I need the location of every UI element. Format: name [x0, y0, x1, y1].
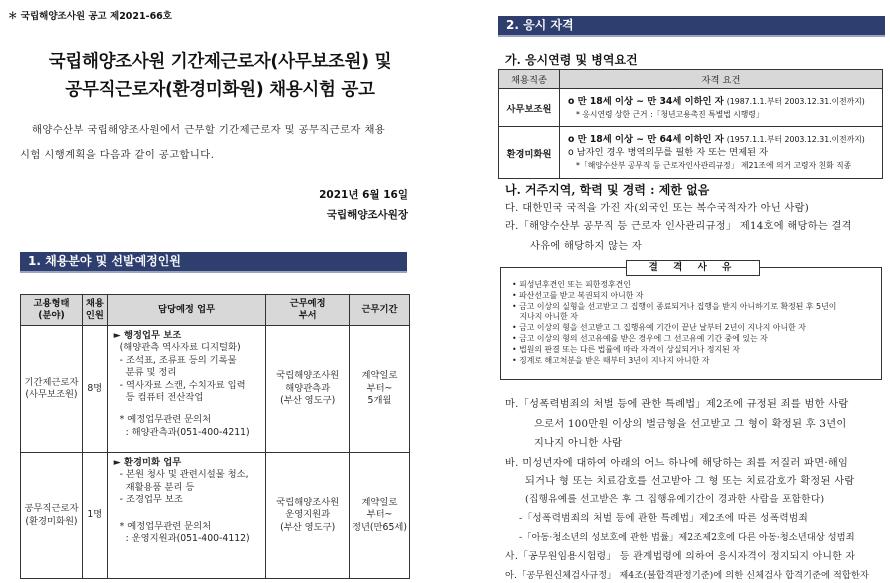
item-ba-line2: 되거나 형 또는 치료감호를 선고받아 그 형 또는 치료감호가 확정된 사람	[525, 476, 855, 487]
duty-line: - 조석표, 조류표 등의 기록물	[119, 354, 237, 366]
req-note: * 응시연령 상한 근거 :「청년고용촉진 특별법 시행령」	[576, 109, 764, 119]
row-dept	[266, 453, 350, 579]
col-header-count-text: 채용 인원	[85, 298, 104, 321]
recruitment-table	[20, 294, 410, 579]
row-period	[349, 453, 409, 579]
req-cell	[560, 89, 883, 127]
req-note: *「해양수산부 공무직 등 근로자인사관리규정」 제21조에 의거 고령자 친화 직종	[576, 161, 852, 170]
req-main2: o 남자인 경우 병역의무를 필한 자 또는 면제된 자	[568, 147, 768, 158]
table-row	[499, 89, 883, 127]
req-col-header-req	[560, 70, 883, 89]
row-dept-text: 국립해양조사원 운영지원과 (부산 영도구)	[276, 496, 340, 533]
section2-underline	[498, 35, 885, 37]
row-count-text: 8명	[87, 382, 103, 394]
col-header-duty-text: 담당예정 업무	[157, 304, 216, 315]
req-main: o 만 18세 이상 ~ 만 64세 이하인 자	[568, 134, 724, 145]
req-label-text: 환경미화원	[506, 148, 552, 160]
req-label	[499, 127, 560, 179]
duty-title: ► 행정업무 보조	[113, 330, 182, 341]
row-duty	[107, 326, 266, 453]
section2-title: 2. 응시 자격	[498, 16, 885, 35]
item-ra-line2: 사유에 해당하지 않는 자	[530, 241, 643, 252]
row-period-text: 계약일로 부터~ 5개월	[361, 370, 398, 407]
req-main-note: (1987.1.1.부터 2003.12.31.이전까지)	[726, 96, 865, 106]
col-header-type	[21, 295, 83, 326]
list-item: • 금고 이상의 실형을 선고받고 그 집행이 종료되거나 집행을 받지 아니하기로 확정된 후 5년이	[512, 301, 837, 311]
item-a: 아.「공무원신체검사규정」 제4조(불합격판정기준)에 의한 신체검사 합격기준에 적합한자	[505, 570, 869, 581]
sub-heading-na: 나. 거주지역, 학력 및 경력 : 제한 없음	[505, 183, 710, 197]
row-period	[349, 326, 409, 453]
disqualification-list	[512, 280, 836, 366]
row-dept	[266, 326, 350, 453]
contact-line: : 운영지원과(051-400-4112)	[119, 533, 250, 545]
col-header-type-text: 고용형태 (분야)	[33, 298, 70, 321]
item-dash2: -「아동·청소년의 성보호에 관한 법률」제2조제2호에 다른 아동·청소년대상 성범죄	[519, 532, 855, 543]
row-type	[21, 453, 83, 579]
req-cell	[560, 127, 883, 179]
section1-header	[20, 252, 407, 273]
page-title-line1: 국립해양조사원 기간제근로자(사무보조원) 및	[48, 52, 392, 72]
list-item: • 금고 이상의 형을 선고받고 그 집행유예 기간이 끝난 날부터 2년이 지나지 아니한 자	[512, 323, 806, 333]
contact-line: : 해양관측과(051-400-4211)	[119, 426, 250, 438]
item-ra-line1: 라.「해양수산부 공무직 등 근로자 인사관리규정」 제14호에 해당하는 결격	[505, 221, 852, 232]
duty-line: (해양관측 역사자료 디지털화)	[119, 342, 241, 354]
list-item: • 파산선고를 받고 복권되지 아니한 자	[512, 290, 644, 300]
row-type-text: 공무직근로자 (환경미화원)	[24, 503, 79, 527]
row-count	[82, 326, 107, 453]
row-type	[21, 326, 83, 453]
row-type-text: 기간제근로자 (사무보조원)	[24, 376, 79, 400]
row-count-text: 1명	[87, 509, 103, 521]
duty-title: ► 환경미화 업무	[113, 457, 182, 468]
section1-title: 1. 채용분야 및 선발예정인원	[20, 252, 407, 271]
table-row	[499, 127, 883, 179]
notice-number: ＊ 국립해양조사원 공고 제2021-66호	[8, 11, 172, 22]
req-col-header-type-text: 채용직종	[511, 75, 547, 86]
table-row	[21, 326, 410, 453]
col-header-period	[349, 295, 409, 326]
item-ma-line2: 으로서 100만원 이상의 벌금형을 선고받고 그 형이 확정된 후 3년이	[534, 419, 847, 430]
list-item: 지나지 아니한 자	[512, 312, 578, 322]
item-sa: 사.「공무원임용시험령」 등 관계법령에 의하여 응시자격이 정지되지 아니한 자	[505, 551, 856, 562]
disqualification-title: 결 격 사 유	[626, 260, 760, 276]
item-ma-line1: 마.「성폭력범죄의 처벌 등에 관한 특례법」제2조에 규정된 죄를 범한 사람	[505, 399, 849, 410]
col-header-dept-text: 근무예정 부서	[289, 298, 326, 321]
list-item: • 징계로 해고처분을 받은 때부터 3년이 지나지 아니한 자	[512, 355, 710, 365]
req-col-header-type	[499, 70, 560, 89]
item-ma-line3: 지나지 아니한 사람	[534, 438, 623, 449]
row-count	[82, 453, 107, 579]
section1-underline	[20, 271, 407, 273]
req-main: o 만 18세 이상 ~ 만 34세 이하인 자	[568, 95, 724, 107]
row-duty	[107, 453, 266, 579]
section2-header	[498, 16, 885, 37]
requirements-table	[498, 69, 883, 179]
list-item: • 피성년후견인 또는 피한정후견인	[512, 280, 631, 289]
intro-line1: 해양수산부 국립해양조사원에서 근무할 기간제근로자 및 공무직근로자 채용	[32, 124, 386, 136]
duty-line: 재활용품 분리 등	[119, 481, 195, 493]
duty-line: - 조경업무 보조	[119, 494, 183, 506]
notice-issuer: 국립해양조사원장	[326, 209, 408, 221]
list-item: • 금고 이상의 형의 선고유예를 받은 경우에 그 선고유예 기간 중에 있는 자	[512, 333, 768, 343]
req-col-header-req-text: 자격 요건	[701, 75, 741, 86]
row-dept-text: 국립해양조사원 해양관측과 (부산 영도구)	[276, 370, 340, 407]
duty-line: 등 컴퓨터 전산작업	[119, 392, 204, 404]
col-header-duty	[107, 295, 266, 326]
intro-line2: 시험 시행계획을 다음과 같이 공고합니다.	[20, 149, 215, 161]
req-label	[499, 89, 560, 127]
item-ba-line1: 바. 미성년자에 대하여 아래의 어느 하나에 해당하는 죄를 저질러 파면·해임	[505, 458, 849, 469]
col-header-count	[82, 295, 107, 326]
item-da: 다. 대한민국 국적을 가진 자(외국인 또는 복수국적자가 아닌 사람)	[505, 203, 810, 214]
contact-line: * 예정업무관련 문의처	[119, 520, 212, 532]
duty-line: 분류 및 정리	[119, 367, 177, 379]
sub-heading-ga: 가. 응시연령 및 병역요건	[505, 53, 638, 67]
item-ba-line3: (집행유예를 선고받은 후 그 집행유예기간이 경과한 사람을 포함한다)	[525, 494, 825, 505]
page-title-line2: 공무직근로자(환경미화원) 채용시험 공고	[65, 80, 375, 100]
notice-date: 2021년 6월 16일	[319, 189, 408, 201]
list-item: • 법원의 판결 또는 다른 법률에 따라 자격이 상실되거나 정지된 자	[512, 344, 740, 354]
item-dash1: -「성폭력범죄의 처벌 등에 관한 특례법」제2조에 따른 성폭력범죄	[519, 513, 809, 524]
req-main-note: (1957.1.1.부터 2003.12.31.이전까지)	[726, 135, 865, 144]
contact-line: * 예정업무관련 문의처	[119, 414, 212, 426]
col-header-dept	[266, 295, 350, 326]
col-header-period-text: 근무기간	[361, 304, 398, 315]
duty-line: - 역사자료 스캔, 수치자료 입력	[119, 379, 246, 391]
duty-line: - 본원 청사 및 관련시설물 청소,	[119, 469, 249, 481]
req-label-text: 사무보조원	[506, 103, 552, 115]
row-period-text: 계약일로 부터~ 정년(만65세)	[351, 496, 407, 533]
table-row	[21, 453, 410, 579]
